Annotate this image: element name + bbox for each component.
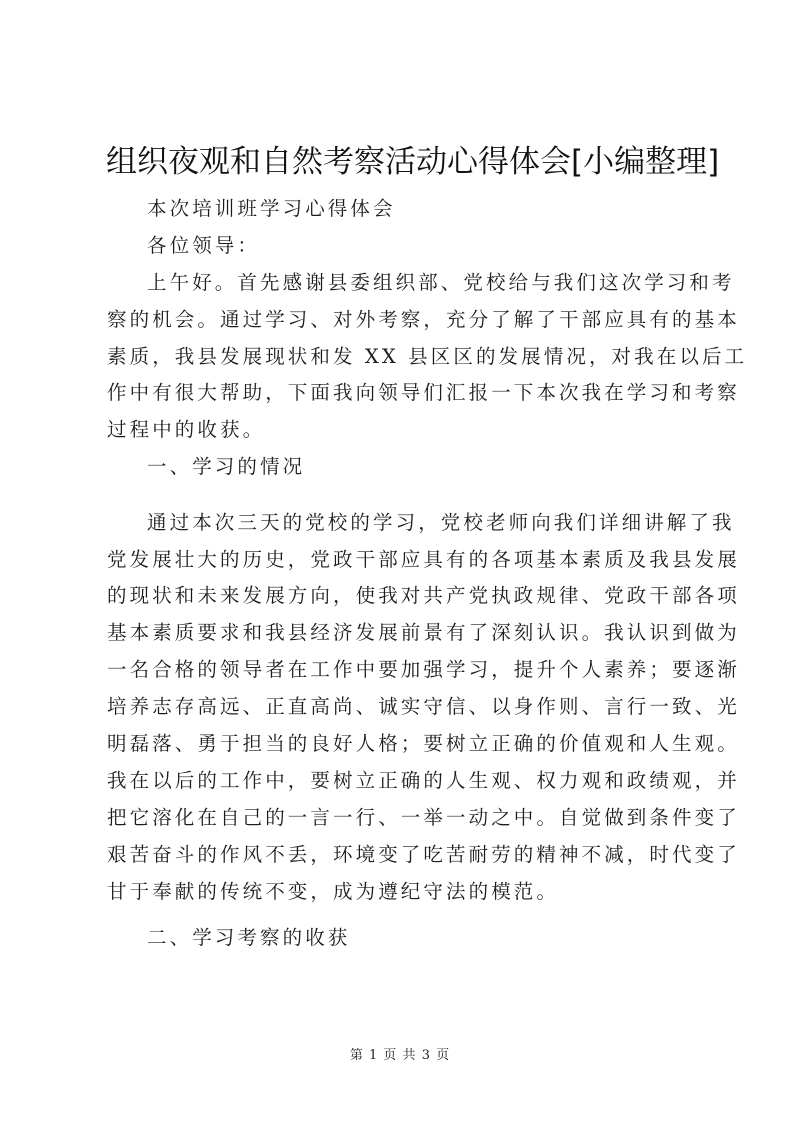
paragraph-line: 把它溶化在自己的一言一行、一举一动之中。自觉做到条件变了 — [107, 806, 740, 829]
paragraph-line: 过程中的收获。 — [107, 418, 266, 441]
greeting-line: 各位领导： — [147, 234, 261, 257]
paragraph-line: 一名合格的领导者在工作中要加强学习，提升个人素养；要逐渐 — [107, 658, 740, 681]
paragraph-line: 素质，我县发展现状和发 XX 县区区的发展情况，对我在以后工 — [107, 345, 748, 368]
paragraph-line: 明磊落、勇于担当的良好人格；要树立正确的价值观和人生观。 — [107, 732, 740, 755]
document-title: 组织夜观和自然考察活动心得体会[小编整理] — [106, 144, 720, 180]
paragraph-line: 察的机会。通过学习、对外考察，充分了解了干部应具有的基本 — [107, 308, 740, 331]
paragraph-line: 甘于奉献的传统不变，成为遵纪守法的模范。 — [107, 880, 560, 903]
subtitle-line: 本次培训班学习心得体会 — [147, 197, 396, 220]
paragraph-line: 培养志存高远、正直高尚、诚实守信、以身作则、言行一致、光 — [107, 695, 740, 718]
paragraph-line: 上午好。首先感谢县委组织部、党校给与我们这次学习和考 — [147, 271, 735, 294]
paragraph-line: 我在以后的工作中，要树立正确的人生观、权力观和政绩观，并 — [107, 769, 740, 792]
section-heading-1: 一、学习的情况 — [147, 455, 306, 478]
section-heading-2: 二、学习考察的收获 — [147, 926, 351, 949]
paragraph-line: 通过本次三天的党校的学习，党校老师向我们详细讲解了我 — [147, 511, 735, 534]
paragraph-line: 作中有很大帮助，下面我向领导们汇报一下本次我在学习和考察 — [107, 381, 740, 404]
paragraph-line: 党发展壮大的历史，党政干部应具有的各项基本素质及我县发展 — [107, 548, 740, 571]
page-number-footer: 第 1 页 共 3 页 — [349, 1048, 451, 1063]
paragraph-line: 艰苦奋斗的作风不丢，环境变了吃苦耐劳的精神不减，时代变了 — [107, 843, 740, 866]
paragraph-line: 的现状和未来发展方向，使我对共产党执政规律、党政干部各项 — [107, 584, 740, 607]
paragraph-line: 基本素质要求和我县经济发展前景有了深刻认识。我认识到做为 — [107, 621, 740, 644]
